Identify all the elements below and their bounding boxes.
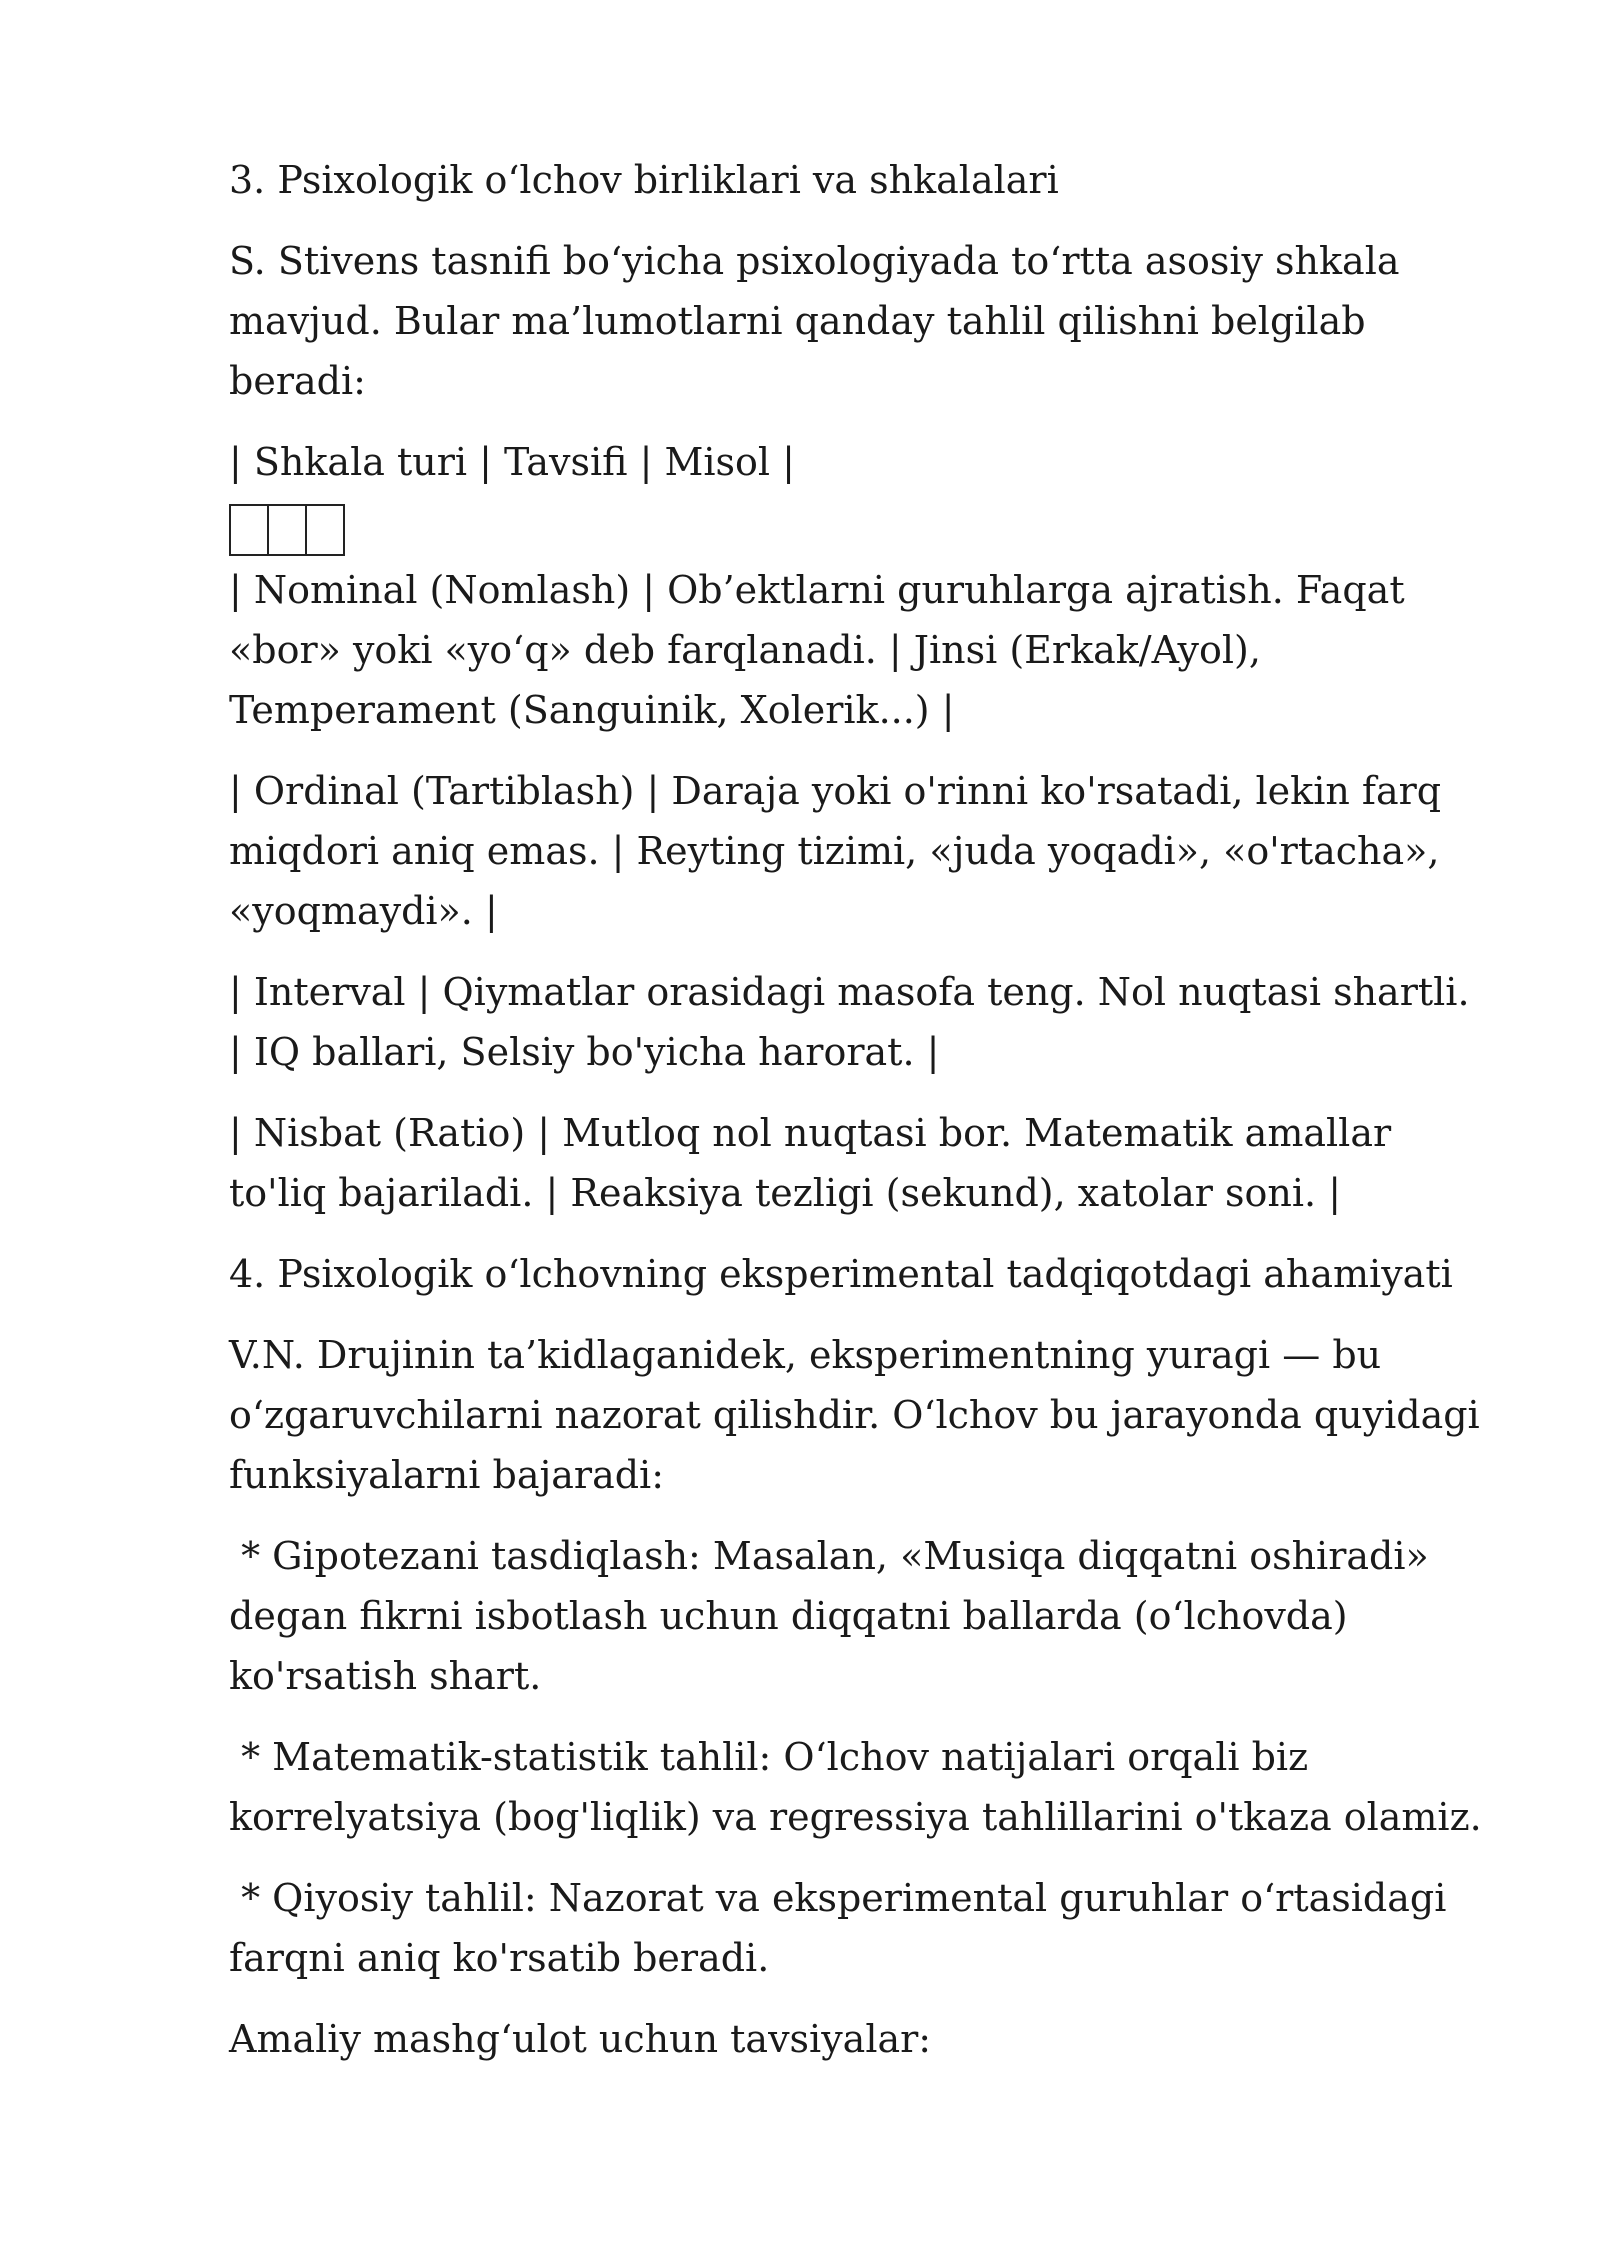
table-separator-boxes xyxy=(229,504,1489,560)
table-row-nominal: | Nominal (Nomlash) | Ob’ektlarni guruhlarga ajratish. Faqat «bor» yoki «yo‘q» deb farqlanadi. | Jinsi (Erkak/Ayol), Temperament (Sanguinik, Xolerik...) | xyxy=(229,568,1405,732)
separator-box xyxy=(229,504,269,556)
bullet-hypothesis: * Gipotezani tasdiqlash: Masalan, «Musiqa diqqatni oshiradi» degan fikrni isbotlash uchun diqqatni ballarda (o‘lchovda) ko'rsatish shart. xyxy=(229,1534,1441,1698)
separator-box xyxy=(267,504,307,556)
table-row-interval: | Interval | Qiymatlar orasidagi masofa teng. Nol nuqtasi shartli. | IQ ballari, Selsiy bo'yicha harorat. | xyxy=(229,970,1470,1074)
druzhinin-paragraph: V.N. Drujinin ta’kidlaganidek, eksperimentning yuragi — bu o‘zgaruvchilarni nazorat qilishdir. O‘lchov bu jarayonda quyidagi funksiyalarni bajaradi: xyxy=(229,1333,1480,1497)
practical-recommendations-heading: Amaliy mashg‘ulot uchun tavsiyalar: xyxy=(229,2017,932,2061)
table-header-row: | Shkala turi | Tavsifi | Misol | xyxy=(229,440,795,484)
bullet-comparative: * Qiyosiy tahlil: Nazorat va eksperimental guruhlar o‘rtasidagi farqni aniq ko'rsatib beradi. xyxy=(229,1876,1459,1980)
intro-paragraph: S. Stivens tasnifi bo‘yicha psixologiyada to‘rtta asosiy shkala mavjud. Bular ma’lumotlarni qanday tahlil qilishni belgilab beradi: xyxy=(229,239,1400,403)
section-3-heading: 3. Psixologik o‘lchov birliklari va shkalalari xyxy=(229,158,1059,202)
separator-box xyxy=(305,504,345,556)
table-row-ratio: | Nisbat (Ratio) | Mutloq nol nuqtasi bor. Matematik amallar to'liq bajariladi. | Reaksiya tezligi (sekund), xatolar soni. | xyxy=(229,1111,1392,1215)
section-4-heading: 4. Psixologik o‘lchovning eksperimental tadqiqotdagi ahamiyati xyxy=(229,1252,1453,1296)
bullet-statistics: * Matematik-statistik tahlil: O‘lchov natijalari orqali biz korrelyatsiya (bog'liqlik) va regressiya tahlillarini o'tkaza olamiz. xyxy=(229,1735,1482,1839)
table-row-ordinal: | Ordinal (Tartiblash) | Daraja yoki o'rinni ko'rsatadi, lekin farq miqdori aniq emas. | Reyting tizimi, «juda yoqadi», «o'rtacha», «yoqmaydi». | xyxy=(229,769,1442,933)
document-page xyxy=(229,150,1489,2090)
